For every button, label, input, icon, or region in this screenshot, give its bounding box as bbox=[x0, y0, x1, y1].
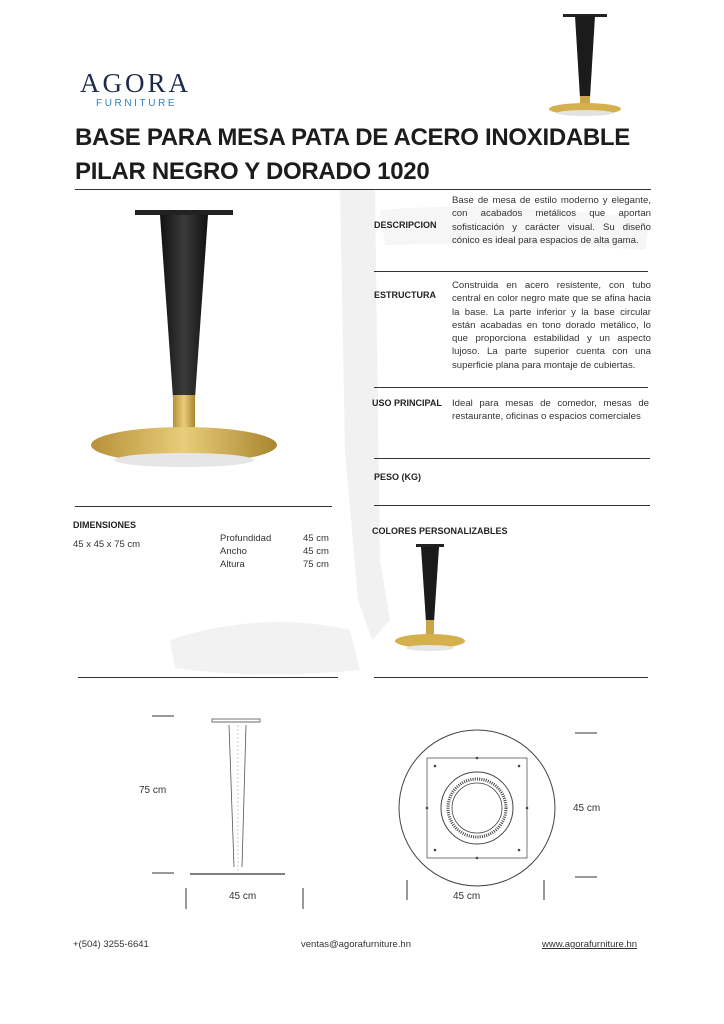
dim-value-profundidad: 45 cm bbox=[303, 533, 329, 544]
colores-label: COLORES PERSONALIZABLES bbox=[372, 526, 508, 536]
estructura-rule bbox=[374, 387, 648, 388]
descripcion-label: DESCRIPCION bbox=[374, 220, 437, 230]
color-sample-image bbox=[390, 540, 470, 660]
dim-name-altura: Altura bbox=[220, 559, 245, 570]
brand-logo-sub: FURNITURE bbox=[96, 98, 178, 109]
brand-logo: AGORA bbox=[80, 68, 192, 98]
peso-rule bbox=[374, 505, 650, 506]
page-title-line1: BASE PARA MESA PATA DE ACERO INOXIDABLE bbox=[75, 124, 630, 151]
dimensions-rule bbox=[75, 506, 332, 507]
footer-website-link[interactable]: www.agorafurniture.hn bbox=[542, 939, 638, 950]
dim-value-altura: 75 cm bbox=[303, 559, 329, 570]
peso-label: PESO (KG) bbox=[374, 472, 422, 482]
descripcion-rule bbox=[374, 271, 648, 272]
descripcion-text: Base de mesa de estilo moderno y elegante, con acabados metálicos que aportan sofisticación y carácter visual. Su diseño cónico es ideal para espacios de alta gama. bbox=[452, 195, 651, 246]
side-width-dimension-label: 45 cm bbox=[229, 891, 257, 902]
footer-phone: +(504) 3255-6641 bbox=[73, 939, 149, 950]
section-rule-left bbox=[78, 677, 338, 678]
uso-rule bbox=[374, 458, 650, 459]
product-image bbox=[88, 205, 288, 480]
footer-email[interactable]: ventas@agorafurniture.hn bbox=[301, 939, 411, 950]
product-thumbnail-top bbox=[545, 10, 625, 120]
dim-name-profundidad: Profundidad bbox=[220, 533, 272, 544]
dimensiones-label: DIMENSIONES bbox=[73, 520, 137, 530]
uso-text: Ideal para mesas de comedor, mesas de restaurante, oficinas o espacios comerciales bbox=[452, 398, 649, 423]
estructura-label: ESTRUCTURA bbox=[374, 290, 436, 300]
estructura-text: Construida en acero resistente, con tubo central en color negro mate que se afina hacia la base. La parte inferior y la base circular están acabadas en tono dorado metálico, lo que proporciona estabilidad y un aspecto lujoso. La parte superior cuenta con una superficie plana para montaje de cubiertas. bbox=[452, 280, 651, 371]
dimensions-summary: 45 x 45 x 75 cm bbox=[73, 539, 141, 550]
top-width-dimension-label: 45 cm bbox=[453, 891, 481, 902]
top-view-drawing bbox=[395, 720, 615, 910]
top-depth-dimension-label: 45 cm bbox=[573, 803, 601, 814]
dim-name-ancho: Ancho bbox=[220, 546, 247, 557]
side-view-drawing bbox=[140, 705, 340, 915]
page-title-line2: PILAR NEGRO Y DORADO 1020 bbox=[75, 158, 430, 185]
dim-value-ancho: 45 cm bbox=[303, 546, 329, 557]
section-rule-right bbox=[374, 677, 648, 678]
title-rule bbox=[75, 189, 651, 190]
height-dimension-label: 75 cm bbox=[139, 785, 167, 796]
uso-label: USO PRINCIPAL bbox=[372, 398, 442, 408]
